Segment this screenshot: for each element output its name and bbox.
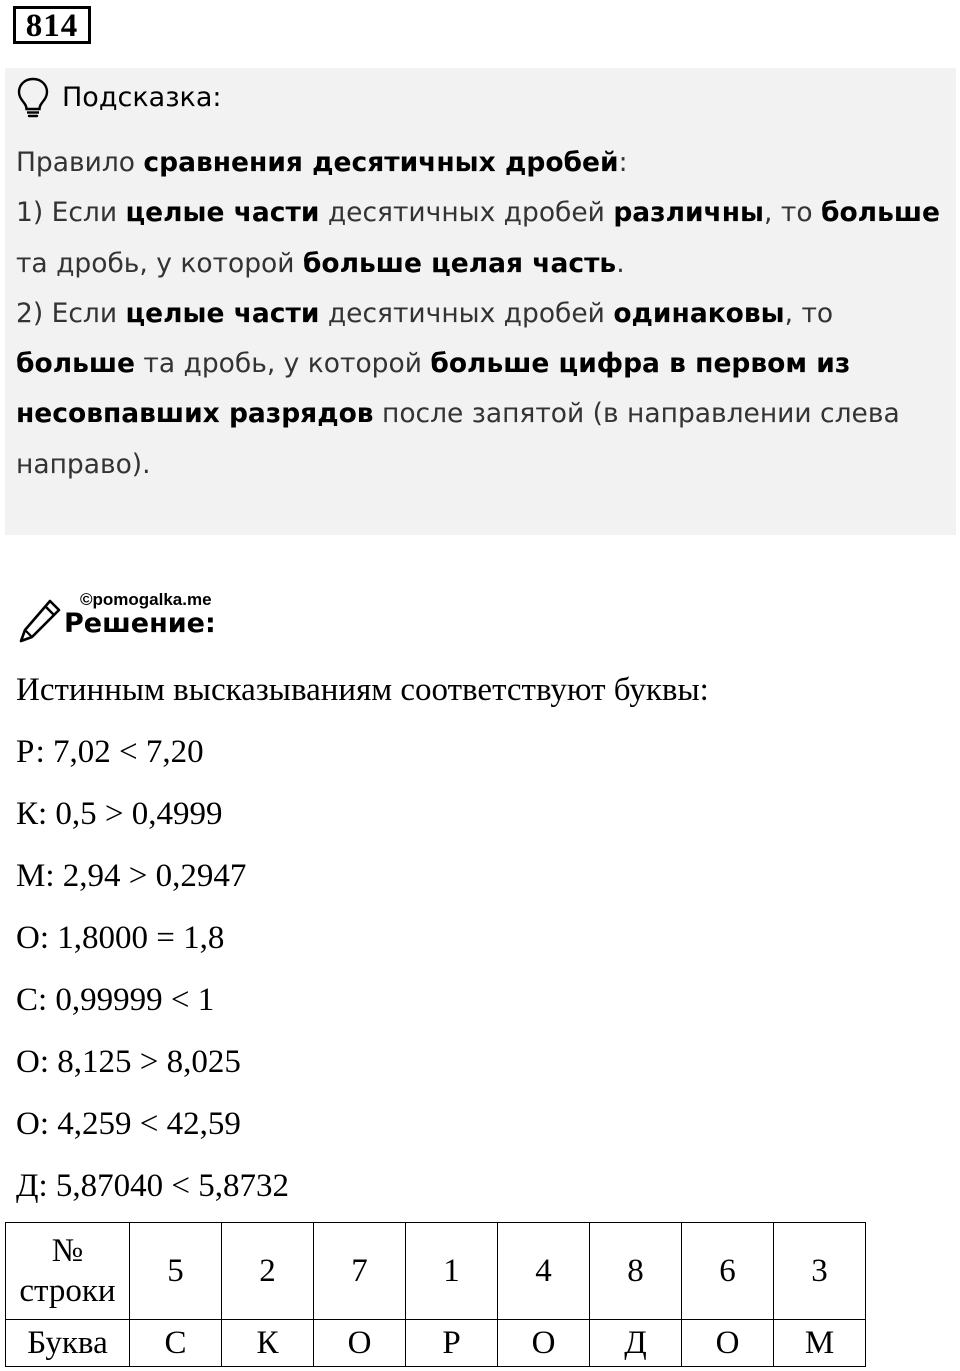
hint-bold-text: целые части	[125, 297, 320, 329]
solution-line: С: 0,99999 < 1	[16, 982, 215, 1018]
hint-line	[16, 188, 951, 238]
solution-line: О: 8,125 > 8,025	[16, 1044, 241, 1080]
hint-text: та дробь, у которой	[135, 348, 431, 380]
line-number-cell: 4	[498, 1223, 590, 1320]
solution-line: О: 4,259 < 42,59	[16, 1106, 241, 1142]
hint-text: :	[618, 147, 628, 178]
hint-text: .	[616, 247, 625, 279]
hint-bold-text: сравнения десятичных дробей	[143, 147, 619, 178]
hint-text: десятичных дробей	[319, 297, 614, 329]
solution-title: Решение:	[64, 608, 216, 639]
letter-cell: М	[774, 1320, 866, 1367]
hint-body	[16, 138, 951, 490]
hint-bold-text: больше цифра в первом из	[430, 348, 851, 380]
watermark: ©pomogalka.me	[80, 590, 212, 609]
hint-text: 1) Если	[16, 197, 126, 229]
solution-line: К: 0,5 > 0,4999	[16, 796, 223, 832]
row-header-letter: Буква	[6, 1320, 130, 1367]
letter-cell: О	[498, 1320, 590, 1367]
solution-line: М: 2,94 > 0,2947	[16, 858, 247, 894]
letter-cell: Д	[590, 1320, 682, 1367]
hint-text: , то	[764, 197, 821, 229]
line-number-cell: 1	[406, 1223, 498, 1320]
line-number-cell: 8	[590, 1223, 682, 1320]
hint-bold-text: одинаковы	[613, 297, 785, 329]
hint-line	[16, 289, 951, 339]
solution-lines	[16, 665, 709, 1223]
solution-line: Д: 5,87040 < 5,8732	[16, 1168, 290, 1204]
hint-text: Правило	[16, 147, 144, 178]
letter-cell: Р	[406, 1320, 498, 1367]
hint-text: направо).	[16, 448, 151, 480]
line-number-cell: 5	[130, 1223, 222, 1320]
line-number-cell: 2	[222, 1223, 314, 1320]
letter-cell: К	[222, 1320, 314, 1367]
hint-bold-text: больше	[16, 348, 135, 380]
task-number: 814	[13, 6, 91, 44]
solution-line: Р: 7,02 < 7,20	[16, 734, 204, 770]
hint-bold-text: целые части	[125, 197, 320, 229]
line-number-cell: 3	[774, 1223, 866, 1320]
hint-line	[16, 239, 951, 289]
hint-bold-text: больше целая часть	[302, 247, 617, 279]
header-number-sign: №	[51, 1233, 84, 1269]
hint-text: , то	[784, 297, 834, 329]
row-line-numbers	[6, 1223, 866, 1320]
solution-line: О: 1,8000 = 1,8	[16, 920, 225, 956]
letter-cell: О	[314, 1320, 406, 1367]
hint-line	[16, 339, 951, 389]
row-letters	[6, 1320, 866, 1367]
hint-bold-text: различны	[613, 197, 765, 229]
hint-title: Подсказка:	[62, 82, 222, 113]
letter-cell: С	[130, 1320, 222, 1367]
line-number-cell: 6	[682, 1223, 774, 1320]
solution-intro: Истинным высказываниям соответствуют буквы:	[16, 672, 709, 708]
lightbulb-icon	[16, 76, 50, 118]
hint-text: 2) Если	[16, 297, 126, 329]
hint-bold-text: несовпавших разрядов	[16, 398, 374, 430]
hint-line	[16, 440, 951, 490]
hint-text: десятичных дробей	[319, 197, 614, 229]
hint-text: та дробь, у которой	[16, 247, 303, 279]
answer-table	[5, 1222, 866, 1367]
hint-text: после запятой (в направлении слева	[373, 398, 900, 430]
row-header-line-number	[6, 1223, 130, 1320]
line-number-cell: 7	[314, 1223, 406, 1320]
hint-line	[16, 138, 951, 188]
hint-bold-text: больше	[820, 197, 940, 229]
hint-line	[16, 389, 951, 439]
letter-cell: О	[682, 1320, 774, 1367]
header-line-label: строки	[19, 1273, 116, 1309]
pencil-icon	[18, 598, 62, 644]
